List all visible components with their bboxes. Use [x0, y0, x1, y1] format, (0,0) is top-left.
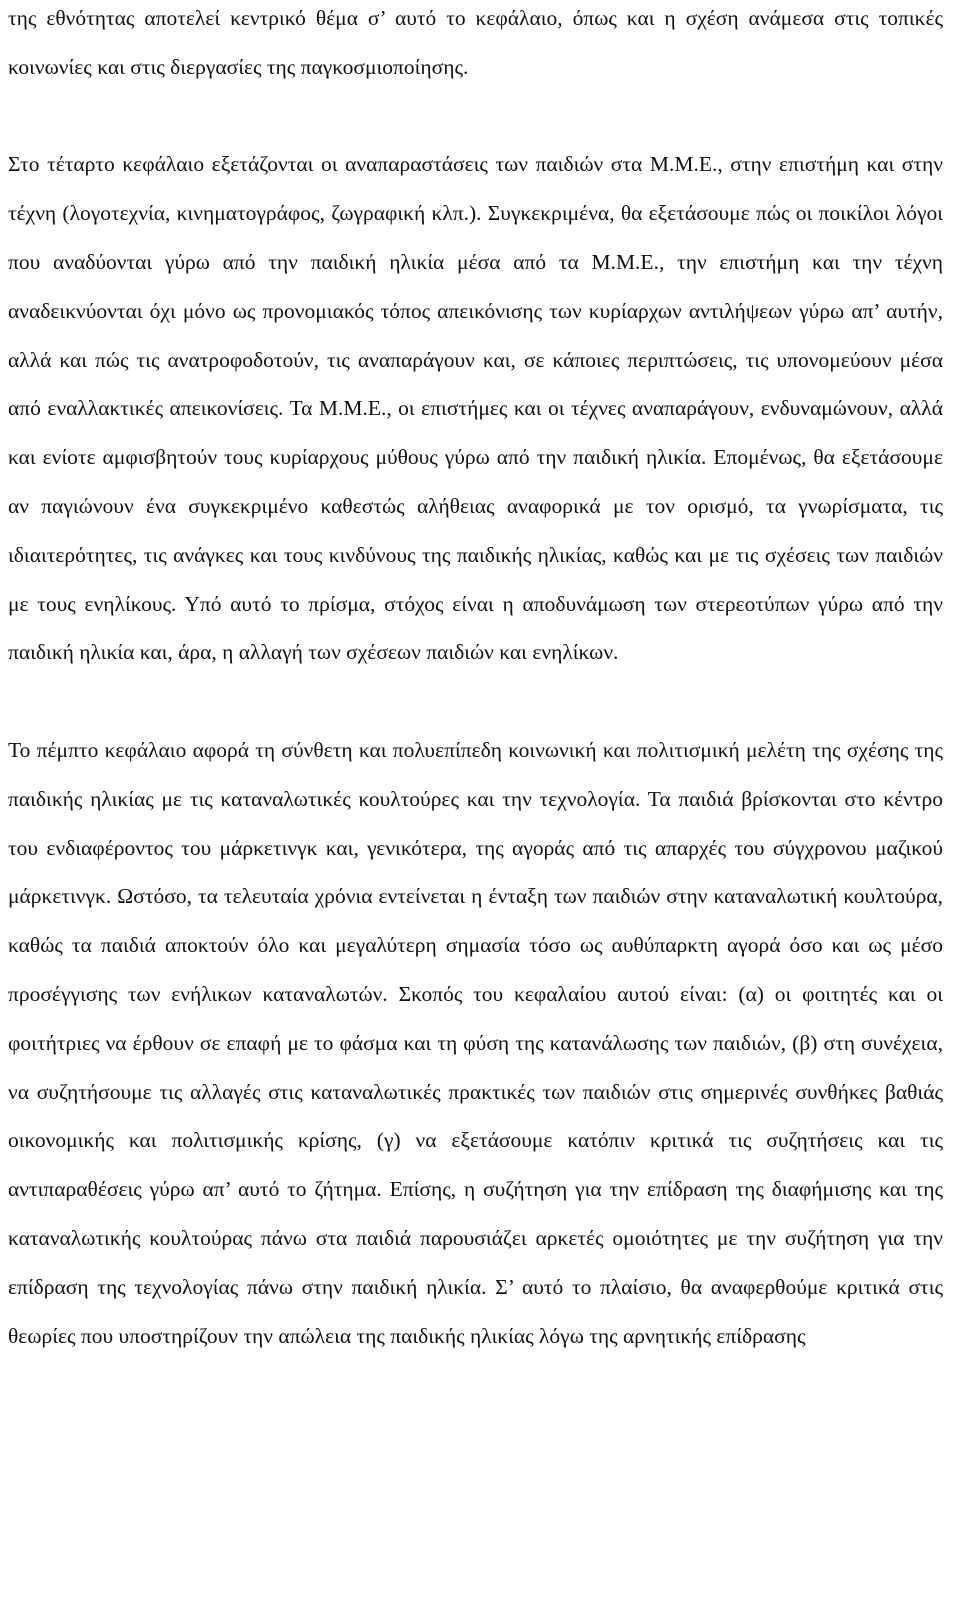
paragraph-gap	[8, 92, 943, 141]
paragraph-chapter-five: Το πέμπτο κεφάλαιο αφορά τη σύνθετη και πολυεπίπεδη κοινωνική και πολιτισμική μελέτη της σχέσης της παιδικής ηλικίας με τις καταναλωτικές κουλτούρες και την τεχνολογία. Τα παιδιά βρίσκονται στο κέντρο του ενδιαφέροντος του μάρκετινγκ και, γενικότερα, της αγοράς από τις απαρχές του σύγχρονου μαζικού μάρκετινγκ. Ωστόσο, τα τελευταία χρόνια εντείνεται η ένταξη των παιδιών στην καταναλωτική κουλτούρα, καθώς τα παιδιά αποκτούν όλο και μεγαλύτερη σημασία τόσο ως αυθύπαρκτη αγορά όσο και ως μέσο προσέγγισης των ενήλικων καταναλωτών. Σκοπός του κεφαλαίου αυτού είναι: (α) οι φοιτητές και οι φοιτήτριες να έρθουν σε επαφή με το φάσμα και τη φύση της κατανάλωσης των παιδιών, (β) στη συνέχεια, να συζητήσουμε τις αλλαγές στις καταναλωτικές πρακτικές των παιδιών στις σημερινές συνθήκες βαθιάς οικονομικής και πολιτισμικής κρίσης, (γ) να εξετάσουμε κατόπιν κριτικά τις συζητήσεις και τις αντιπαραθέσεις γύρω απ’ αυτό το ζήτημα. Επίσης, η συζήτηση για την επίδραση της διαφήμισης και της καταναλωτικής κουλτούρας πάνω στα παιδιά παρουσιάζει αρκετές ομοιότητες με την συζήτηση για την επίδραση της τεχνολογίας πάνω στην παιδική ηλικία. Σ’ αυτό το πλαίσιο, θα αναφερθούμε κριτικά στις θεωρίες που υποστηρίζουν την απώλεια της παιδικής ηλικίας λόγω της αρνητικής επίδρασης	[8, 737, 943, 1348]
paragraph-ethnicity-continuation: της εθνότητας αποτελεί κεντρικό θέμα σ’ αυτό το κεφάλαιο, όπως και η σχέση ανάμεσα στις τοπικές κοινωνίες και στις διεργασίες της παγκοσμιοποίησης.	[8, 6, 943, 79]
paragraph-chapter-four: Στο τέταρτο κεφάλαιο εξετάζονται οι αναπαραστάσεις των παιδιών στα Μ.Μ.Ε., στην επιστήμη και στην τέχνη (λογοτεχνία, κινηματογράφος, ζωγραφική κλπ.). Συγκεκριμένα, θα εξετάσουμε πώς οι ποικίλοι λόγοι που αναδύονται γύρω από την παιδική ηλικία μέσα από τα Μ.Μ.Ε., την επιστήμη και την τέχνη αναδεικνύονται όχι μόνο ως προνομιακός τόπος απεικόνισης των κυρίαρχων αντιλήψεων γύρω απ’ αυτήν, αλλά και πώς τις ανατροφοδοτούν, τις αναπαράγουν και, σε κάποιες περιπτώσεις, τις υπονομεύουν μέσα από εναλλακτικές απεικονίσεις. Τα Μ.Μ.Ε., οι επιστήμες και οι τέχνες αναπαράγουν, ενδυναμώνουν, αλλά και ενίοτε αμφισβητούν τους κυρίαρχους μύθους γύρω από την παιδική ηλικία. Επομένως, θα εξετάσουμε αν παγιώνουν ένα συγκεκριμένο καθεστώς αλήθειας αναφορικά με τον ορισμό, τα γνωρίσματα, τις ιδιαιτερότητες, τις ανάγκες και τους κινδύνους της παιδικής ηλικίας, καθώς και με τις σχέσεις των παιδιών με τους ενηλίκους. Υπό αυτό το πρίσμα, στόχος είναι η αποδυνάμωση των στερεοτύπων γύρω από την παιδική ηλικία και, άρα, η αλλαγή των σχέσεων παιδιών και ενηλίκων.	[8, 152, 943, 665]
paragraph-gap	[8, 677, 943, 726]
